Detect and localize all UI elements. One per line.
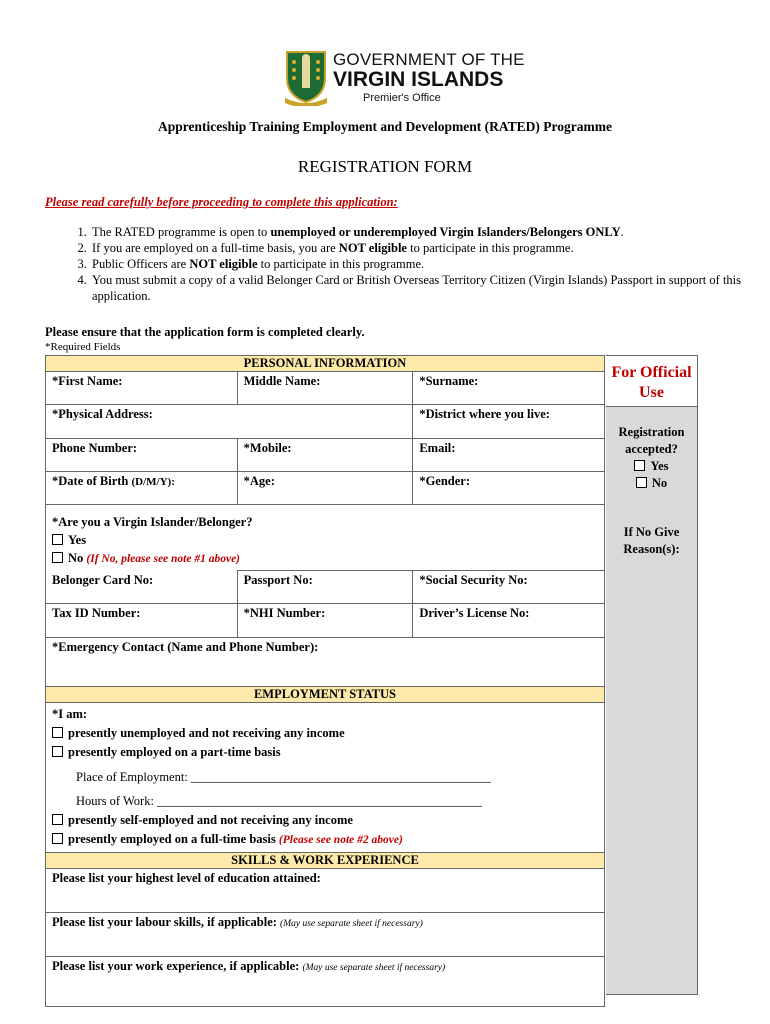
official-no-option[interactable]: No xyxy=(606,475,697,492)
tax-id-field[interactable]: Tax ID Number: xyxy=(46,604,238,638)
labour-skills-field[interactable]: Please list your labour skills, if applicable: (May use separate sheet if necessary) xyxy=(46,913,605,957)
gov-title-line2: VIRGIN ISLANDS xyxy=(333,68,504,91)
passport-field[interactable]: Passport No: xyxy=(237,571,413,604)
part-time-option[interactable]: presently employed on a part-time basis xyxy=(52,743,598,762)
checkbox-icon[interactable] xyxy=(52,552,63,563)
unemployed-option[interactable]: presently unemployed and not receiving any income xyxy=(52,724,598,743)
self-employed-option[interactable]: presently self-employed and not receiving any income xyxy=(52,811,598,830)
official-use-title-box xyxy=(606,356,697,407)
belonger-question-label: *Are you a Virgin Islander/Belonger? xyxy=(52,515,253,529)
place-of-employment-field[interactable]: Place of Employment: ________________________________________________ xyxy=(76,770,491,784)
skills-experience-header: SKILLS & WORK EXPERIENCE xyxy=(46,853,605,869)
coat-of-arms-crest-icon xyxy=(283,48,329,106)
drivers-license-field[interactable]: Driver’s License No: xyxy=(413,604,605,638)
belonger-no-option[interactable]: No (If No, please see note #1 above) xyxy=(52,549,598,568)
hours-of-work-field[interactable]: Hours of Work: ____________________________________________________ xyxy=(76,794,483,808)
work-experience-field[interactable]: Please list your work experience, if applicable: (May use separate sheet if necessary) xyxy=(46,957,605,1007)
note-item: 3. Public Officers are NOT eligible to participate in this programme. xyxy=(90,256,770,272)
form-title: REGISTRATION FORM xyxy=(297,157,473,176)
no-reason-label: If No Give Reason(s): xyxy=(623,525,680,556)
checkbox-icon[interactable] xyxy=(52,833,63,844)
office-name: Premier's Office xyxy=(363,92,441,104)
belonger-yes-option[interactable]: Yes xyxy=(52,531,598,549)
employment-options xyxy=(46,703,605,853)
checkbox-icon[interactable] xyxy=(52,534,63,545)
ensure-clearly-text: Please ensure that the application form is completed clearly. xyxy=(45,325,365,339)
emergency-contact-field[interactable]: *Emergency Contact (Name and Phone Number): xyxy=(46,638,605,687)
programme-title: Apprenticeship Training Employment and Development (RATED) Programme xyxy=(158,119,612,134)
nhi-number-field[interactable]: *NHI Number: xyxy=(237,604,413,638)
checkbox-icon[interactable] xyxy=(636,477,647,488)
note-item: 2. If you are employed on a full-time basis, you are NOT eligible to participate in this programme. xyxy=(90,240,770,256)
checkbox-icon[interactable] xyxy=(52,814,63,825)
email-field[interactable]: Email: xyxy=(413,439,605,472)
gov-title-line1: GOVERNMENT OF THE xyxy=(333,50,525,69)
age-field[interactable]: *Age: xyxy=(237,472,413,505)
phone-number-field[interactable]: Phone Number: xyxy=(46,439,238,472)
personal-info-header: PERSONAL INFORMATION xyxy=(46,356,605,372)
official-use-title: For Official Use xyxy=(611,364,692,401)
mobile-field[interactable]: *Mobile: xyxy=(237,439,413,472)
registration-form-table xyxy=(45,355,605,1007)
district-field[interactable]: *District where you live: xyxy=(413,405,605,439)
read-carefully-notice: Please read carefully before proceeding to complete this application: xyxy=(45,195,398,209)
note-item: 4. You must submit a copy of a valid Belonger Card or British Overseas Territory Citizen (Virgin Islands) Passport in support of this application. xyxy=(90,272,770,304)
registration-accepted-block: Registration accepted? Yes No xyxy=(606,424,697,492)
date-of-birth-field[interactable]: *Date of Birth (D/M/Y): xyxy=(46,472,238,505)
physical-address-field[interactable]: *Physical Address: xyxy=(46,405,413,439)
notes-list xyxy=(45,224,770,304)
official-use-panel xyxy=(606,355,698,995)
checkbox-icon[interactable] xyxy=(634,460,645,471)
surname-field[interactable]: *Surname: xyxy=(413,372,605,405)
checkbox-icon[interactable] xyxy=(52,727,63,738)
social-security-field[interactable]: *Social Security No: xyxy=(413,571,605,604)
required-fields-note: *Required Fields xyxy=(45,341,121,353)
gender-field[interactable]: *Gender: xyxy=(413,472,605,505)
belonger-question xyxy=(46,505,605,571)
checkbox-icon[interactable] xyxy=(52,746,63,757)
full-time-option[interactable]: presently employed on a full-time basis (Please see note #2 above) xyxy=(52,830,598,850)
first-name-field[interactable]: *First Name: xyxy=(46,372,238,405)
employment-status-header: EMPLOYMENT STATUS xyxy=(46,687,605,703)
belonger-card-field[interactable]: Belonger Card No: xyxy=(46,571,238,604)
middle-name-field[interactable]: Middle Name: xyxy=(237,372,413,405)
i-am-label: *I am: xyxy=(52,707,88,721)
official-yes-option[interactable]: Yes xyxy=(606,458,697,475)
note-item: 1. The RATED programme is open to unemployed or underemployed Virgin Islanders/Belongers ONLY. xyxy=(90,224,770,240)
government-logo xyxy=(283,48,525,110)
education-field[interactable]: Please list your highest level of education attained: xyxy=(46,869,605,913)
